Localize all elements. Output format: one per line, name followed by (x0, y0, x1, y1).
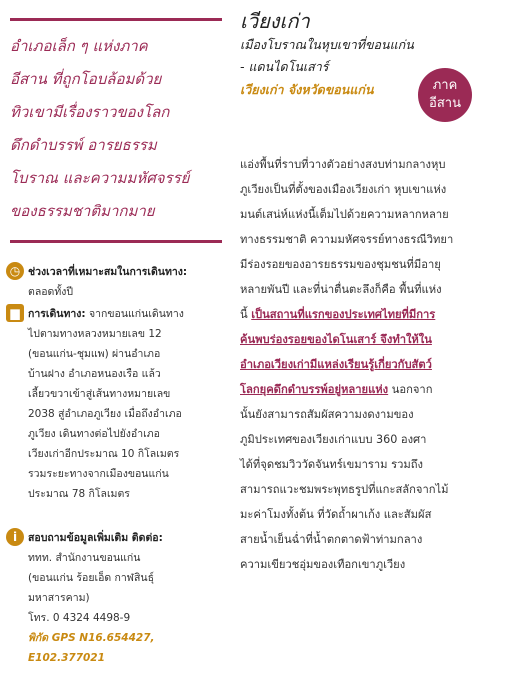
subtitle-line: - แดนไดโนเสาร์ (240, 59, 329, 74)
body-line: สามารถแวะชมพระพุทธรูปที่แกะสลักจากไม้ (240, 483, 449, 496)
region-badge (418, 68, 472, 122)
travel-line: 2038 สู่อำเภอภูเวียง เมื่อถึงอำเภอ (28, 408, 182, 420)
intro-line: ทิวเขามีเรื่องราวของโลก (10, 103, 170, 121)
dinosaur-highlight: อำเภอเวียงเก่ามีแหล่งเรียนรู้เกี่ยวกับสัตว์ (240, 358, 432, 371)
contact-line: ททท. สำนักงานขอนแก่น (28, 552, 141, 564)
body-line: ทางธรรมชาติ ความมหัศจรรย์ทางธรณีวิทยา (240, 233, 454, 246)
intro-line: โบราณ และความมหัศจรรย์ (10, 169, 190, 187)
intro-line: ดึกดำบรรพ์ อารยธรรม (10, 136, 157, 154)
clock-icon: ◷ (6, 262, 24, 280)
intro-bottom-rule (10, 240, 222, 243)
travel-line: ประมาณ 78 กิโลเมตร (28, 488, 130, 500)
intro-text (10, 30, 228, 228)
location-label: เวียงเก่า จังหวัดขอนแก่น (240, 82, 374, 97)
body-line: สายน้ำเย็นฉ่ำที่น้ำตกตาดฟ้าท่ามกลาง (240, 533, 423, 546)
subtitle-line: เมืองโบราณในหุบเขาที่ขอนแก่น (240, 37, 414, 52)
left-column (0, 0, 225, 685)
body-line: แอ่งพื้นที่ราบที่วางตัวอย่างสงบท่ามกลางหุบ (240, 158, 446, 171)
dinosaur-highlight: โลกยุคดึกดำบรรพ์อยู่หลายแห่ง (240, 383, 389, 396)
contact-phone: โทร. 0 4324 4498-9 (28, 612, 131, 624)
body-line-start: นี้ (240, 308, 252, 321)
best-time-heading: ช่วงเวลาที่เหมาะสมในการเดินทาง: (28, 266, 188, 278)
gps-line: พิกัด GPS N16.654427, (28, 632, 155, 644)
travel-line: ภูเวียง เดินทางต่อไปยังอำเภอ (28, 428, 160, 440)
contact-line: มหาสารคาม) (28, 592, 90, 604)
info-icon: i (6, 528, 24, 546)
travel-heading: การเดินทาง: (28, 308, 86, 320)
dinosaur-highlight: ค้นพบร่องรอยของไดโนเสาร์ จึงทำให้ใน (240, 333, 432, 346)
intro-line: อีสาน ที่ถูกโอบล้อมด้วย (10, 70, 162, 88)
travel-line: เวียงเก่าอีกประมาณ 10 กิโลเมตร (28, 448, 180, 460)
region-badge-line: อีสาน (429, 96, 461, 111)
body-line: ภูเวียงเป็นที่ตั้งของเมืองเวียงเก่า หุบเขาแห่ง (240, 183, 447, 196)
body-line: มีร่องรอยของอารยธรรมของชุมชนที่มีอายุ (240, 258, 441, 271)
body-line: มนต์เสน่ห์แห่งนี้เต็มไปด้วยความหลากหลาย (240, 208, 449, 221)
intro-line: อำเภอเล็ก ๆ แห่งภาค (10, 37, 148, 55)
body-line: ภูมิประเทศของเวียงเก่าแบบ 360 องศา (240, 433, 427, 446)
intro-top-rule (10, 18, 222, 21)
body-line: หลายพันปี และที่น่าตื่นตะลึงก็คือ พื้นที่แห่ง (240, 283, 442, 296)
dinosaur-highlight: เป็นสถานที่แรกของประเทศไทยที่มีการ (251, 308, 436, 321)
contact-heading: สอบถามข้อมูลเพิ่มเติม ติดต่อ: (28, 532, 163, 544)
bus-icon: ▆ (6, 304, 24, 322)
body-line: ความเขียวชอุ่มของเทือกเขาภูเวียง (240, 558, 406, 571)
travel-line: เลี้ยวขวาเข้าสู่เส้นทางหมายเลข (28, 388, 171, 400)
travel-line: รวมระยะทางจากเมืองขอนแก่น (28, 468, 169, 480)
body-line: มะค่าโมงทั้งต้น ที่วัดถ้ำผาเก้ง และสัมผัส (240, 508, 432, 521)
gps-line: E102.377021 (28, 652, 105, 664)
body-line: นั้นยังสามารถสัมผัสความงดงามของ (240, 408, 414, 421)
region-badge-line: ภาค (432, 78, 458, 93)
best-time-value: ตลอดทั้งปี (28, 286, 74, 298)
travel-line: (ขอนแก่น-ชุมแพ) ผ่านอำเภอ (28, 348, 161, 360)
travel-line: จากขอนแก่นเดินทาง (85, 308, 184, 320)
body-text (240, 152, 508, 577)
travel-line: บ้านฝาง อำเภอหนองเรือ แล้ว (28, 368, 161, 380)
body-line: ได้ที่จุดชมวิววัดจันทร์เขมาราม รวมถึง (240, 458, 424, 471)
contact-line: (ขอนแก่น ร้อยเอ็ด กาฬสินธุ์ (28, 572, 154, 584)
intro-line: ของธรรมชาติมากมาย (10, 202, 155, 220)
page-title: เวียงเก่า (240, 9, 310, 33)
travel-line: ไปตามทางหลวงหมายเลข 12 (28, 328, 162, 340)
body-line-end: นอกจาก (388, 383, 433, 396)
